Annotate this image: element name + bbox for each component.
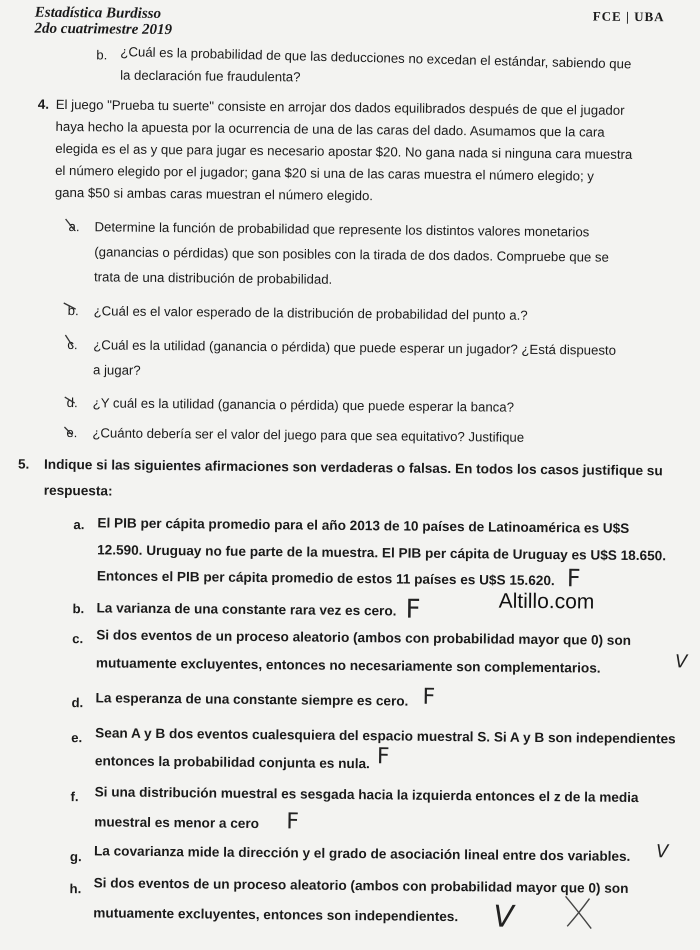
- q3-b-line-1: ¿Cuál es la probabilidad de que las deducciones no excedan el estándar, sabiendo que: [120, 44, 632, 72]
- q4-line-3: elegida es el as y que para jugar es necesario apostar $20. No gana nada si ninguna cara muestra: [55, 140, 633, 162]
- q5-f-line-1: Si una distribución muestral es sesgada hacia la izquierda entonces el z de la media: [94, 784, 639, 806]
- institution-label: FCE | UBA: [592, 8, 665, 25]
- q5-line-2: respuesta:: [43, 482, 113, 499]
- item-letter: b.: [72, 601, 85, 617]
- item-letter: a.: [68, 219, 80, 235]
- handwritten-answer: V: [493, 899, 515, 935]
- item-letter: d.: [71, 695, 84, 711]
- item-letter: b.: [96, 47, 108, 63]
- item-letter: d.: [66, 395, 78, 411]
- course-title: Estadística Burdisso: [34, 4, 162, 22]
- item-letter: c.: [72, 631, 84, 647]
- pencil-marks: [60, 215, 87, 465]
- q4-line-2: haya hecho la apuesta por la ocurrencia de una de las caras del dado. Asumamos que la cara: [55, 118, 605, 140]
- q4-c-line-1: ¿Cuál es la utilidad (ganancia o pérdida) que puede esperar un jugador? ¿Está dispuesto: [93, 337, 617, 358]
- q5-h-line-2: mutuamente excluyentes, entonces son independientes.: [93, 905, 459, 925]
- item-letter: f.: [70, 789, 79, 805]
- q4-line-5: gana $50 si ambas caras muestran el número elegido.: [54, 184, 374, 204]
- watermark: Altillo.com: [498, 589, 595, 614]
- handwritten-answer: V: [655, 841, 669, 863]
- item-letter: c.: [67, 337, 78, 353]
- handwritten-answer: F: [422, 684, 436, 710]
- q5-a-line-3: Entonces el PIB per cápita promedio de estos 11 países es U$S 15.620.: [96, 568, 555, 589]
- q5-a-line-2: 12.590. Uruguay no fue parte de la muestra. El PIB per cápita de Uruguay es U$S 18.650.: [97, 542, 667, 564]
- q5-c-line-2: mutuamente excluyentes, entonces no necesariamente son complementarios.: [95, 655, 601, 676]
- handwritten-answer: F: [376, 744, 390, 770]
- q5-g-line-1: La covarianza mide la dirección y el grado de asociación lineal entre dos variables.: [93, 843, 631, 864]
- q5-f-line-2: muestral es menor a cero: [94, 814, 260, 832]
- item-letter: b.: [67, 303, 79, 319]
- term-label: 2do cuatrimestre 2019: [34, 20, 173, 39]
- question-number: 5.: [17, 456, 30, 472]
- handwritten-answer: V: [674, 651, 688, 673]
- q4-e-line-1: ¿Cuánto debería ser el valor del juego para que sea equitativo? Justifique: [92, 425, 525, 445]
- item-letter: e.: [66, 425, 78, 441]
- question-number: 4.: [37, 96, 50, 112]
- handwritten-answer: F: [566, 564, 581, 593]
- q5-line-1: Indique si las siguientes afirmaciones son verdaderas o falsas. En todos los casos justifique su: [43, 456, 663, 479]
- q4-line-1: El juego "Prueba tu suerte" consiste en arrojar dos dados equilibrados después de que el jugador: [55, 96, 625, 118]
- q5-e-line-1: Sean A y B dos eventos cualesquiera del espacio muestral S. Si A y B son independientes: [95, 725, 676, 747]
- q5-c-line-1: Si dos eventos de un proceso aleatorio (ambos con probabilidad mayor que 0) son: [96, 627, 632, 648]
- cross-mark-icon: [561, 892, 595, 932]
- item-letter: g.: [69, 849, 82, 865]
- item-letter: e.: [71, 730, 83, 746]
- q4-a-line-2: (ganancias o pérdidas) que son posibles con la tirada de dos dados. Compruebe que se: [94, 244, 609, 265]
- q4-d-line-1: ¿Y cuál es la utilidad (ganancia o pérdida) que puede esperar la banca?: [92, 395, 515, 415]
- handwritten-answer: F: [286, 809, 300, 835]
- item-letter: h.: [69, 881, 82, 897]
- handwritten-answer: F: [405, 594, 421, 625]
- q4-c-line-2: a jugar?: [92, 362, 141, 378]
- q5-a-line-1: El PIB per cápita promedio para el año 2013 de 10 países de Latinoamérica es U$S: [97, 515, 630, 536]
- item-letter: a.: [73, 517, 85, 533]
- q5-b-line-1: La varianza de una constante rara vez es cero.: [96, 600, 397, 619]
- q5-h-line-1: Si dos eventos de un proceso aleatorio (ambos con probabilidad mayor que 0) son: [93, 875, 629, 896]
- exam-header: [35, 5, 173, 38]
- q4-b-line-1: ¿Cuál es el valor esperado de la distribución de probabilidad del punto a.?: [93, 303, 528, 323]
- q5-e-line-2: entonces la probabilidad conjunta es nula.: [94, 753, 370, 772]
- q4-a-line-3: trata de una distribución de probabilidad.: [93, 269, 333, 287]
- q5-d-line-1: La esperanza de una constante siempre es cero.: [95, 690, 409, 709]
- q4-a-line-1: Determine la función de probabilidad que represente los distintos valores monetarios: [94, 219, 590, 240]
- q4-line-4: el número elegido por el jugador; gana $20 si una de las caras muestra el número elegido; y: [55, 162, 594, 184]
- q3-b-line-2: la declaración fue fraudulenta?: [120, 67, 301, 85]
